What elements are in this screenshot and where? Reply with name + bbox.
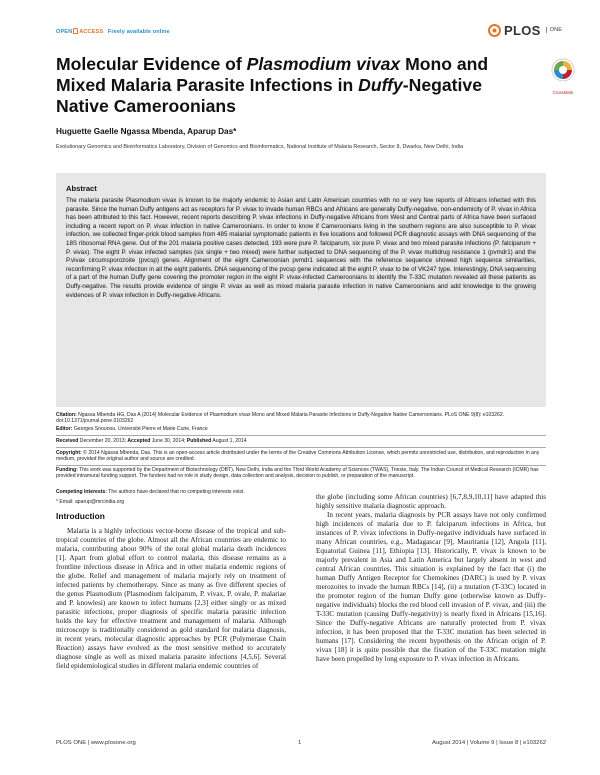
intro-col2-para-1: the globe (including some African countries) [6,7,8,9,10,11] have adapted this highly sensitive malaria diagnostic approach. <box>316 493 546 511</box>
page-footer <box>56 740 546 746</box>
plos-wordmark: PLOS <box>504 22 541 38</box>
footer-page-number: 1 <box>298 740 302 746</box>
meta-divider <box>56 447 546 448</box>
author-affiliation: Evolutionary Genomics and Bioinformatics Laboratory, Division of Genomics and Bioinformatics, National Institute of Malaria Research, Sector 8, Dwarka, New Delhi, India <box>56 144 464 150</box>
open-access-badge <box>56 28 170 35</box>
footer-journal: PLOS ONE | www.plosone.org <box>56 740 136 746</box>
funding-label: Funding: <box>56 467 78 473</box>
access-label: ACCESS <box>79 29 104 35</box>
corresponding-email[interactable]: * Email: aparup@mrcindia.org <box>56 499 125 505</box>
introduction-column-1: Malaria is a highly infectious vector-borne disease of the tropical and sub-tropical countries of the globe. Almost all the African countries are endemic to malaria, contributing about 90% of the total global malaria death incidences [1]. Apart from global effort to control malaria, this disease remains as a frontline infectious disease in Africa and in other malaria endemic regions of the globe. Relief and management of malaria majorly rely on treatment of infected patients by chemotherapy. Since as many as five different species of the genus Plasmodium (Plasmodium falciparum, P. vivax, P. ovale, P. malariae and P. knowlesi) are known to infect humans [2,3] either singly or as mixed parasitic infections, proper diagnosis of specific malaria parasitic infection holds the key for effective treatment and management of malaria. Although microscopy is traditionally considered as gold standard for malaria diagnosis, in recent years, molecular diagnostic approaches by PCR (Polymerase Chain Reaction) assays have evolved as the most sensitive method to accurately diagnose single as well as mixed malaria parasite infections [4,5,6]. Several field epidemiological studies in different malaria endemic countries of <box>56 527 286 671</box>
meta-divider <box>56 465 546 466</box>
author-list: Huguette Gaelle Ngassa Mbenda, Aparup Das* <box>56 127 237 136</box>
accepted-label: Accepted <box>127 438 151 444</box>
dates-line <box>56 438 546 444</box>
freely-available-label: Freely available online <box>107 29 170 35</box>
copyright-label: Copyright: <box>56 450 82 456</box>
copyright-text: © 2014 Ngassa Mbenda, Das. This is an open-access article distributed under the terms of the Creative Commons Attribution License, which permits unrestricted use, distribution, and reproduction in any medium, provided the original author and source are credited. <box>56 450 540 463</box>
open-label: OPEN <box>56 29 73 35</box>
introduction-heading: Introduction <box>56 511 105 521</box>
abstract-box <box>56 173 546 407</box>
competing-label: Competing Interests: <box>56 489 107 495</box>
footer-issue: August 2014 | Volume 9 | Issue 8 | e103262 <box>432 740 546 746</box>
crossmark-badge[interactable] <box>548 58 578 95</box>
competing-text: The authors have declared that no competing interests exist. <box>108 489 245 495</box>
crossmark-label: CrossMark <box>552 90 574 95</box>
open-access-lock-icon <box>73 28 78 34</box>
received-date: December 20, 2013; <box>79 438 126 444</box>
editor-line <box>56 426 546 432</box>
abstract-heading: Abstract <box>66 184 97 193</box>
published-label: Published <box>186 438 212 444</box>
one-wordmark: ONE <box>546 27 563 33</box>
meta-divider <box>56 435 546 436</box>
citation-label: Citation: <box>56 412 77 418</box>
editor-text: Georges Snounou, Université Pierre et Marie Curie, France <box>73 426 208 432</box>
article-title: Molecular Evidence of Plasmodium vivax Mono and Mixed Malaria Parasite Infections in Duffy-Negative Native Cameroonians <box>56 54 489 116</box>
received-label: Received <box>56 438 79 444</box>
plos-logo-icon <box>488 24 501 37</box>
funding-block <box>56 467 546 480</box>
citation-text: Ngassa Mbenda HG, Das A (2014) Molecular Evidence of Plasmodium vivax Mono and Mixed Malaria Parasite Infections in Duffy-Negative Native Cameroonians. PLoS ONE 9(8): e103262. doi:10.1371/journal.pone.0103262 <box>56 412 505 425</box>
accepted-date: June 30, 2014; <box>151 438 186 444</box>
plos-one-logo <box>488 22 562 38</box>
abstract-text: The malaria parasite Plasmodium vivax is known to be majorly endemic to Asian and Latin American countries with no or very few reports of Africans infected with this parasite. Since the human Duffy antigens act as receptors for P. vivax to invade human RBCs and Africans are generally Duffy-negative, non-endemicity of P. vivax in Africa has been attributed to this fact. However, recent reports describing P. vivax infections in Duffy-negative Africans from West and Central parts of Africa have been surfaced including a recent report on P. vivax infection in native Cameroonians. In order to know if Cameroonians living in the southern regions are also susceptible to P. vivax infection, we collected finger-prick blood samples from 485 malarial symptomatic patients in five locations and followed PCR diagnostic assays with DNA sequencing of the 18S ribosomal RNA gene. Out of the 201 malaria positive cases detected, 193 were pure P. falciparum, six pure P. vivax and two mixed parasite infections (P. falciparum + P. vivax). The eight P. vivax infected samples (six single + two mixed) were further subjected to DNA sequencing of the P. vivax multidrug resistance 1 (pvmdr1) and the P.vivax circumsporozoite (pvcsp) genes. Alignment of the eight Cameroonian pvmdr1 sequences with the reference sequence showed high sequence similarities, reconfirming P. vivax infection in all the eight patients. DNA sequencing of the pvcsp gene indicated all the eight P. vivax to be of VK247 type. Interestingly, DNA sequencing of a part of the human Duffy gene covering the promoter region in the eight P. vivax-infected Cameroonians to identify the T-33C mutation revealed all these patients as Duffy-negative. The results provide evidence of single P. vivax as well as mixed malaria parasite infection in native Cameroonians and add knowledge to the growing evidences of P. vivax infection in Duffy-negative Africans. <box>66 197 536 299</box>
intro-col2-para-2: In recent years, malaria diagnosis by PCR assays have not only confirmed high incidences of malaria due to P. falciparum infections in Africa, but instances of P. vivax infections in Duffy-negative individuals have surfaced in many African countries, e.g., Madagascar [9], Mauritania [12], Angola [11], Equatorial Guinea [11], Ethiopia [13]. Historically, P. vivax is known to be majorly prevalent in Asia and Latin America but largely absent in west and central African countries. This situation is explained by the fact that (i) the human Duffy Antigen Receptor for Chemokines (DARC) is used by P. vivax merozoites to invade the human RBCs [14], (ii) a mutation (T-33C) located in the promoter region of the human Duffy gene (otherwise known as Duffy-negative individuals) blocks the red blood cell invasion of P. vivax, and (iii) the T-33C mutation (causing Duffy-negativity) is nearly fixed in Africans [15,16]. Since the Duffy-negative Africans are naturally protected from P. vivax infection, it has been proposed that the T-33C mutation has been selected in humans [17]. Considering the recent hypothesis on the African origin of P. vivax [18] it is quite possible that the fixation of the T-33C mutation might have been propelled by long exposure to P. vivax infection in Africans. <box>316 511 546 664</box>
editor-label: Editor: <box>56 426 73 432</box>
crossmark-icon <box>551 58 575 84</box>
introduction-column-2 <box>316 493 546 664</box>
copyright-block <box>56 450 546 463</box>
funding-text: This work was supported by the Department of Biotechnology (DBT), New Delhi, India and the Third World Academy of Sciences (TWAS), Trieste, Italy. The Indian Council of Medical Research (ICMR) has provided intramural funding support. The funders had no role in study design, data collection and analysis, decision to publish, or preparation of the manuscript. <box>56 467 539 480</box>
citation-block <box>56 412 546 425</box>
published-date: August 1, 2014 <box>212 438 247 444</box>
